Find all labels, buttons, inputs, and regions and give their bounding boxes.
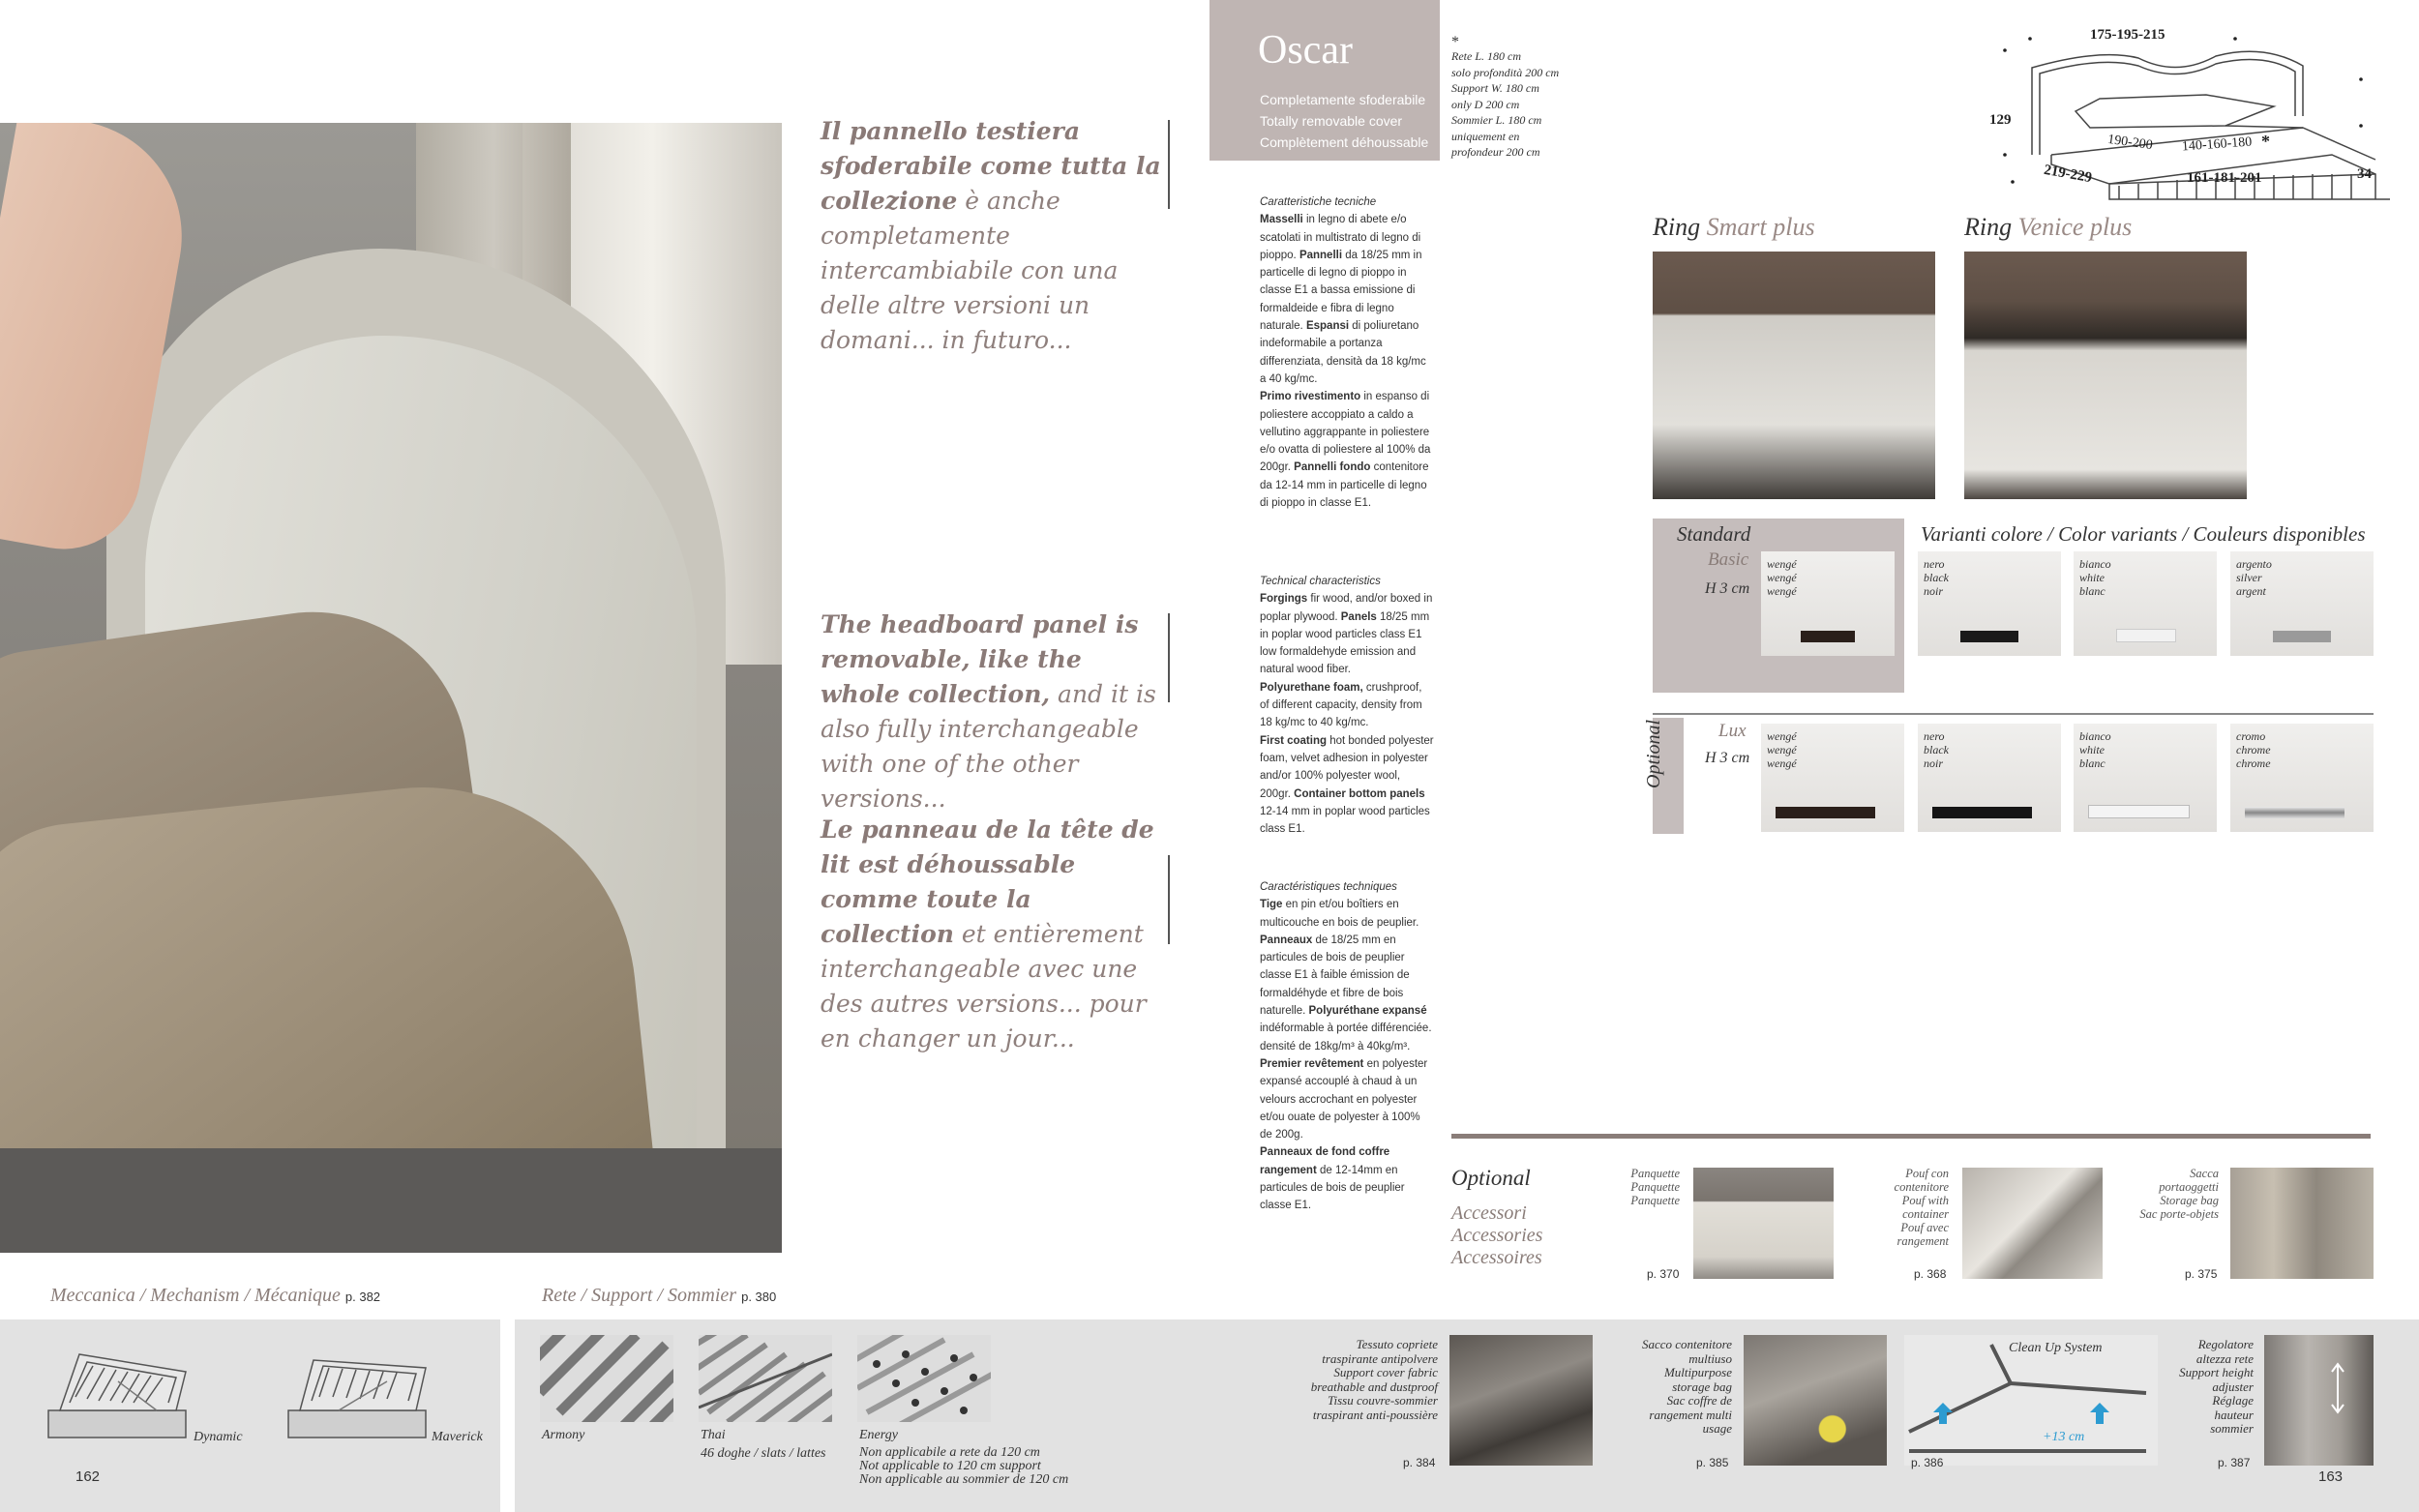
support-energy-label: Energy (859, 1428, 898, 1442)
extra-cover-fabric-page: p. 384 (1403, 1456, 1436, 1469)
mechanism-maverick-label: Maverick (432, 1430, 483, 1444)
quote-italian: Il pannello testiera sfoderabile come tutta la collezione è anche completamente intercambiabile con una delle altre versioni un domani... in futuro... (821, 117, 1161, 354)
accessory-panquette-caption: Panquette Panquette Panquette (1630, 1167, 1680, 1207)
extra-clean-up-page: p. 386 (1911, 1456, 1944, 1469)
product-header: Oscar Completamente sfoderabile Totally removable cover Complètement déhoussable (1210, 0, 1440, 161)
ring-smart-plus-photo (1653, 252, 1935, 499)
basic-label: Basic (1708, 549, 1749, 570)
accessory-pouf-page: p. 368 (1914, 1267, 1947, 1281)
foot-lux-wenge: wengé wengé wengé (1761, 724, 1904, 832)
page-number-right: 163 (2318, 1468, 2344, 1485)
extra-height-adjuster-page: p. 387 (2218, 1456, 2251, 1469)
color-variants-title: Varianti colore / Color variants / Couleurs disponibles (1921, 522, 2366, 546)
support-armony-label: Armony (542, 1428, 585, 1442)
clean-up-measure: +13 cm (2043, 1430, 2085, 1444)
foot-basic-white: bianco white blanc (2074, 551, 2217, 656)
support-thai-label: Thai (701, 1428, 726, 1442)
page-number-left: 162 (75, 1468, 101, 1485)
accessory-storage-bag-photo (2230, 1168, 2374, 1279)
foot-basic-silver: argento silver argent (2230, 551, 2374, 656)
accessories-title: Optional (1451, 1166, 1531, 1190)
accessories-subtitles: Accessori Accessories Accessoires (1451, 1202, 1543, 1268)
support-energy-note: Non applicabile a rete da 120 cm Not applicable to 120 cm support Non applicable au sommier de 120 cm (859, 1445, 1069, 1487)
mechanism-dynamic-label: Dynamic (194, 1430, 243, 1444)
extra-cover-fabric-caption: Tessuto copriete traspirante antipolvere Support cover fabric breathable and dustproof Tissu couvre-sommier traspirant anti-poussière (1310, 1337, 1438, 1422)
extra-clean-up-image (1904, 1335, 2158, 1466)
extra-cover-fabric-photo (1449, 1335, 1593, 1466)
accessory-pouf-photo (1962, 1168, 2103, 1279)
ring-venice-plus-photo (1964, 252, 2247, 499)
ring-smart-plus-title: Ring Smart plus (1653, 213, 1815, 241)
hero-headboard-photo (0, 123, 782, 1253)
lux-label: Lux (1718, 721, 1747, 741)
foot-lux-black: nero black noir (1918, 724, 2061, 832)
support-title: Rete / Support / Sommier p. 380 (542, 1285, 777, 1306)
extra-height-adjuster-caption: Regolatore altezza rete Support height adjuster Réglage hauteur sommier (2179, 1337, 2254, 1436)
tech-italian: Caratteristiche tecniche Masselli in legno di abete e/o scatolati in multistrato di legno di pioppo. Pannelli da 18/25 mm in particelle di legno di pioppo in classe E1 a bassa emissione di formaldeide e fibra di legno naturale. Espansi di poliuretano indeformabile a portanza differenziata, densità da 18 kg/mc a 40 kg/mc. Primo rivestimento in espanso di poliestere accoppiato a caldo a vellutino aggrappante in poliestere e/o ovatta di poliestere al 100% da 200gr. Pannelli fondo contenitore da 12-14 mm in particelle di legno di pioppo in classe E1. (1260, 196, 1431, 510)
standard-label: Standard (1677, 522, 1751, 546)
foot-basic-wenge: wengé wengé wengé (1761, 551, 1895, 656)
extra-storage-sack-photo (1744, 1335, 1887, 1466)
tech-french: Caractéristiques techniques Tige en pin et/ou boîtiers en multicouche en bois de peuplier. Panneaux de 18/25 mm en particules de bois de peuplier classe E1 à faible émission de formaldéhyde et fibre de bois naturelle. Polyuréthane expansé indéformable à portée différenciée. densité de 18kg/m³ à 40kg/m³. Premier revêtement en polyester expansé accouplé à chaud à un velours accrochant en polyester et/ou ouate de polyester à 100% de 200g. Panneaux de fond coffre rangement de 12-14mm en particules de bois de peuplier classe E1. (1260, 881, 1432, 1212)
ring-venice-plus-title: Ring Venice plus (1964, 213, 2133, 241)
support-thai-image (699, 1335, 832, 1422)
optional-vertical-label: Optional (1643, 719, 1664, 788)
extra-storage-sack-page: p. 385 (1696, 1456, 1729, 1469)
foot-lux-chrome: cromo chrome chrome (2230, 724, 2374, 832)
accessory-storage-bag-page: p. 375 (2185, 1267, 2218, 1281)
product-name: Oscar (1258, 28, 1353, 73)
support-energy-image (857, 1335, 991, 1422)
extra-storage-sack-caption: Sacco contenitore multiuso Multipurpose storage bag Sac coffre de rangement multi usage (1641, 1337, 1732, 1436)
extra-height-adjuster-photo (2264, 1335, 2374, 1466)
accessory-storage-bag-caption: Sacca portaoggetti Storage bag Sac porte-objets (2139, 1167, 2219, 1221)
tech-english: Technical characteristics Forgings fir wood, and/or boxed in poplar plywood. Panels 18/25 mm in poplar wood particles class E1 low formaldehyde emission and natural wood fiber. Polyurethane foam, crushproof, of different capacity, density from 18 kg/mc to 40 kg/mc. First coating hot bonded polyester foam, velvet adhesion in polyester and/or 100% polyester wool, 200gr. Container bottom panels 12-14 mm in poplar wood particles class E1. (1260, 576, 1434, 836)
accessory-panquette-page: p. 370 (1647, 1267, 1680, 1281)
foot-basic-black: nero black noir (1918, 551, 2061, 656)
support-thai-slats: 46 doghe / slats / lattes (701, 1446, 826, 1461)
mechanism-title: Meccanica / Mechanism / Mécanique p. 382 (50, 1285, 381, 1306)
support-armony-image (540, 1335, 673, 1422)
accessory-panquette-photo (1693, 1168, 1834, 1279)
support-note: * Rete L. 180 cm solo profondità 200 cm Support W. 180 cm only D 200 cm Sommier L. 180 cm uniquement en profondeur 200 cm (1451, 34, 1560, 159)
mechanism-dynamic-image (41, 1343, 203, 1441)
clean-up-system-label: Clean Up System (2009, 1341, 2103, 1355)
basic-height: H 3 cm (1705, 580, 1750, 597)
foot-lux-white: bianco white blanc (2074, 724, 2217, 832)
quote-english: The headboard panel is removable, like the whole collection, and it is also fully interchangeable with one of the other versions... (821, 610, 1156, 813)
mechanism-maverick-image (281, 1343, 443, 1441)
dimension-drawing: 175-195-215 129 190-200 140-160-180 * 219-229 161-181-201 34 (1984, 19, 2390, 203)
lux-height: H 3 cm (1705, 750, 1750, 766)
quote-french: Le panneau de la tête de lit est déhoussable comme toute la collection et entièrement interchangeable avec une des autres versions... pour en changer un jour... (821, 815, 1154, 1052)
accessory-pouf-caption: Pouf con contenitore Pouf with container Pouf avec rangement (1894, 1167, 1949, 1248)
